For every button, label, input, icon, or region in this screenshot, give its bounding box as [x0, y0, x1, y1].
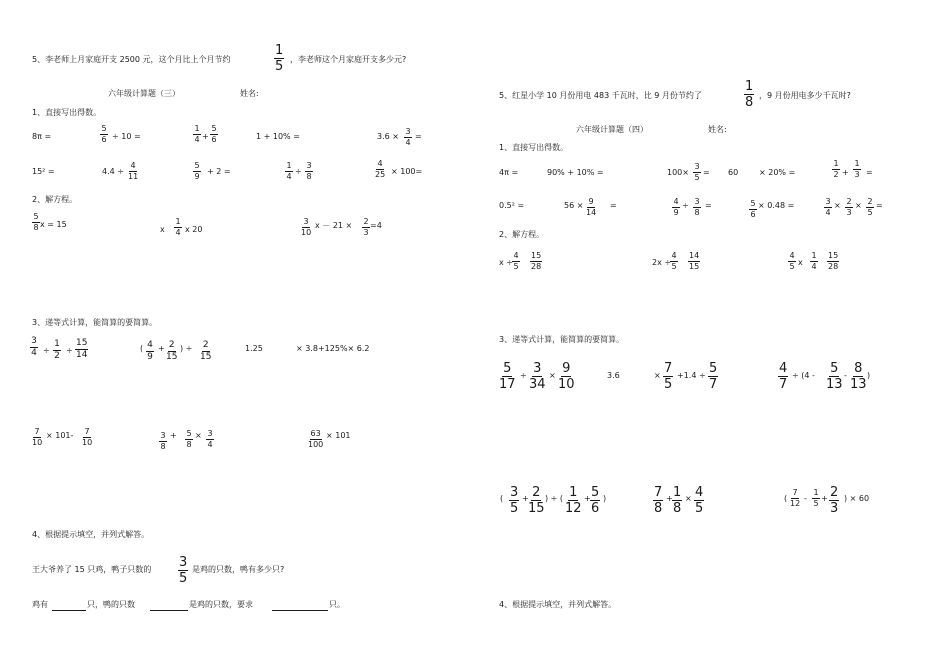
- left-r3-a-frac1: $\frac{3}{4}$: [31, 336, 37, 358]
- right-r2-a: 0.5² =: [499, 201, 525, 210]
- right-r2-e-frac1: $\frac{3}{4}$: [825, 197, 831, 217]
- plus-sign: +: [170, 431, 177, 440]
- left-r4-b-frac1: $\frac{3}{8}$: [160, 431, 166, 451]
- left-section-3: 3、递等式计算，能简算的要简算。: [32, 318, 158, 327]
- left-r2-c-post: + 2 =: [207, 167, 231, 176]
- right-r4-c-frac2: $\frac{1}{5}$: [813, 488, 819, 508]
- times-sign: ×: [685, 494, 692, 503]
- left-name-label: 姓名:: [240, 89, 259, 98]
- left-r1-e-pre: 3.6 ×: [377, 132, 399, 141]
- left-r1-e-eq: =: [415, 132, 422, 141]
- left-r1-e-frac: $\frac{3}{4}$: [405, 127, 411, 147]
- right-eq-b-frac1: $\frac{4}{5}$: [671, 251, 677, 271]
- right-r3-d-frac2: $\frac{5}{13}$: [826, 361, 843, 392]
- right-eq-b-pre: 2x ÷: [652, 258, 672, 267]
- right-r1-a: 4π =: [499, 168, 519, 177]
- right-eq-a-frac1: $\frac{4}{5}$: [513, 251, 519, 271]
- times-sign: ×: [834, 201, 841, 210]
- left-r2-a: 15² =: [32, 167, 55, 176]
- fill-blank-3[interactable]: [272, 610, 328, 611]
- right-r2-b-eq: =: [610, 201, 617, 210]
- left-r1-a: 8π =: [32, 132, 52, 141]
- left-r1-d: 1 + 10% =: [256, 132, 300, 141]
- left-r3-a-frac3: $\frac{15}{14}$: [76, 338, 88, 360]
- plus-sign: +: [158, 344, 165, 353]
- right-r2-c-frac1: $\frac{4}{9}$: [673, 197, 679, 217]
- right-r4-a-frac4: $\frac{5}{6}$: [591, 485, 600, 516]
- left-r2-d-frac1: $\frac{1}{4}$: [286, 161, 292, 181]
- left-q5-text: 5、李老师上月家庭开支 2500 元，这个月比上个月节约: [32, 55, 231, 64]
- left-r2-e-post: × 100=: [391, 167, 423, 176]
- right-r3-a-frac3: $\frac{9}{10}$: [558, 361, 575, 392]
- right-r3-c-frac2: $\frac{5}{7}$: [709, 361, 718, 392]
- right-r3-c-pre: ×: [654, 371, 661, 380]
- left-r1-b-frac: $\frac{5}{6}$: [101, 124, 107, 144]
- right-q5-text: 5、红星小学 10 月份用电 483 千瓦时，比 9 月份节约了: [499, 91, 702, 100]
- right-r4-c-rp: ) × 60: [844, 494, 870, 503]
- right-r3-c-frac1: $\frac{7}{5}$: [664, 361, 673, 392]
- right-r4-a-frac3: $\frac{1}{12}$: [565, 485, 582, 516]
- right-paren: (: [500, 494, 504, 503]
- left-r4-a-frac2: $\frac{7}{10}$: [82, 427, 93, 447]
- right-r1-e: × 20% =: [759, 168, 796, 177]
- divide-sign: ÷: [520, 371, 527, 380]
- right-eq-c-frac2: $\frac{1}{4}$: [811, 251, 817, 271]
- left-r4-c-post: × 101: [326, 431, 351, 440]
- left-r3-b-rp: ) ÷: [180, 344, 193, 353]
- left-eq-c-frac2: $\frac{2}{3}$: [363, 217, 369, 237]
- right-r2-e-frac3: $\frac{2}{5}$: [867, 197, 873, 217]
- divide-sign: ÷: [682, 201, 689, 210]
- times-sign: ×: [195, 431, 202, 440]
- right-r2-c-eq: =: [705, 201, 712, 210]
- left-paren: (: [140, 344, 144, 353]
- left-fill-p4: 只。: [329, 600, 345, 609]
- right-eq-a-pre: x ÷: [499, 258, 513, 267]
- left-eq-b-frac: $\frac{1}{4}$: [175, 217, 181, 237]
- left-eq-c-frac1: $\frac{3}{10}$: [301, 217, 312, 237]
- left-r1-c-frac2: $\frac{5}{6}$: [211, 124, 217, 144]
- left-fill-p3: 是鸡的只数，要求: [189, 600, 253, 609]
- right-section-3: 3、递等式计算，能简算的要简算。: [499, 335, 625, 344]
- right-r2-e-frac2: $\frac{2}{3}$: [846, 197, 852, 217]
- right-r4-b-frac1: $\frac{7}{8}$: [654, 485, 663, 516]
- divide-sign: ÷: [43, 346, 50, 355]
- left-r3-d: × 3.8+125%× 6.2: [296, 344, 370, 353]
- right-q5-fraction: $\frac{1}{8}$: [745, 79, 754, 110]
- right-eq-c-frac1: $\frac{4}{5}$: [789, 251, 795, 271]
- right-r3-b: 3.6: [607, 371, 620, 380]
- right-paren: ): [603, 494, 607, 503]
- right-r2-c-frac2: $\frac{3}{8}$: [694, 197, 700, 217]
- left-r2-e-frac: $\frac{4}{25}$: [375, 159, 386, 179]
- plus-sign: +: [666, 494, 673, 503]
- left-q5-text-post: ，李老师这个月家庭开支多少元?: [290, 55, 407, 64]
- right-r3-a-frac1: $\frac{5}{17}$: [499, 361, 516, 392]
- left-story-fraction: $\frac{3}{5}$: [179, 555, 188, 586]
- left-r4-a-frac1: $\frac{7}{10}$: [32, 427, 43, 447]
- left-r4-a-mid: × 101-: [46, 431, 74, 440]
- left-r3-b-frac1: $\frac{4}{9}$: [147, 340, 153, 362]
- divide-sign: ÷: [66, 346, 73, 355]
- right-r4-b-frac3: $\frac{4}{5}$: [695, 485, 704, 516]
- right-r3-d-frac1: $\frac{4}{7}$: [779, 361, 788, 392]
- fill-blank-1[interactable]: [52, 610, 86, 611]
- right-eq-c-x: x: [798, 258, 803, 267]
- left-title: 六年级计算题（三）: [108, 89, 180, 98]
- right-r2-b-pre: 56 ×: [564, 201, 584, 210]
- left-section-2: 2、解方程。: [32, 195, 78, 204]
- right-r1-c-pre: 100×: [667, 168, 689, 177]
- left-r2-d-frac2: $\frac{3}{8}$: [306, 161, 312, 181]
- left-q5-fraction: $\frac{1}{5}$: [275, 43, 284, 74]
- right-r2-d-frac: $\frac{5}{6}$: [750, 199, 756, 219]
- right-section-1: 1、直接写出得数。: [499, 143, 569, 152]
- right-r1-f-frac1: $\frac{1}{2}$: [833, 159, 839, 179]
- right-r3-d-frac3: $\frac{8}{13}$: [850, 361, 867, 392]
- right-r1-f-eq: =: [866, 168, 873, 177]
- divide-sign: ÷: [295, 167, 302, 176]
- right-r4-b-frac2: $\frac{1}{8}$: [673, 485, 682, 516]
- right-r1-b: 90% + 10% =: [547, 168, 604, 177]
- left-eq-a-post: x = 15: [40, 220, 67, 229]
- minus-sign: -: [804, 494, 807, 503]
- left-fill-p1: 鸡有: [32, 600, 48, 609]
- left-r4-b-frac3: $\frac{3}{4}$: [207, 429, 213, 449]
- left-fill-p2: 只，鸭的只数: [87, 600, 135, 609]
- plus-sign: +: [202, 132, 209, 141]
- left-r1-b-post: ÷ 10 =: [112, 132, 141, 141]
- left-r3-a-frac2: $\frac{1}{2}$: [54, 339, 60, 361]
- right-r4-a-mid: ) ÷ (: [545, 494, 564, 503]
- right-r1-f-frac2: $\frac{1}{3}$: [854, 159, 860, 179]
- left-eq-b-pre: x: [160, 225, 165, 234]
- left-story-text: 王大爷养了 15 只鸡，鸭子只数的: [32, 565, 152, 574]
- left-r4-b-frac2: $\frac{5}{8}$: [186, 429, 192, 449]
- left-eq-c-mid: x － 21 ×: [315, 221, 353, 230]
- right-section-2: 2、解方程。: [499, 230, 545, 239]
- plus-sign: +: [842, 168, 849, 177]
- left-section-1: 1、直接写出得数。: [32, 108, 102, 117]
- right-r1-d: 60: [728, 168, 739, 177]
- right-r3-d-rp: ): [867, 371, 871, 380]
- fill-blank-2[interactable]: [150, 610, 188, 611]
- left-story-text-post: 是鸡的只数，鸭有多少只?: [192, 565, 285, 574]
- right-name-label: 姓名:: [708, 125, 727, 134]
- right-section-4: 4、根据提示填空，并列式解答。: [499, 600, 617, 609]
- right-eq-c-frac3: $\frac{15}{28}$: [828, 251, 839, 271]
- right-q5-text-post: ，9 月份用电多少千瓦时?: [759, 91, 851, 100]
- left-eq-b-post: x 20: [185, 225, 203, 234]
- right-r2-d-post: × 0.48 =: [758, 201, 795, 210]
- left-r3-b-frac2: $\frac{2}{15}$: [166, 340, 178, 362]
- right-r2-b-frac: $\frac{9}{14}$: [586, 197, 597, 217]
- left-section-4: 4、根据提示填空，并列式解答。: [32, 530, 150, 539]
- left-r3-c: 1.25: [245, 344, 263, 353]
- right-r3-d-mid: ÷ (4 -: [792, 371, 815, 380]
- minus-sign: -: [844, 371, 847, 380]
- right-r3-c-mid: +1.4 ÷: [677, 371, 706, 380]
- left-eq-c-post: =4: [370, 221, 382, 230]
- right-r4-a-frac1: $\frac{3}{5}$: [510, 485, 519, 516]
- right-r4-c-frac3: $\frac{2}{3}$: [830, 485, 839, 516]
- left-eq-a-frac: $\frac{5}{8}$: [33, 212, 39, 232]
- plus-sign: +: [522, 494, 529, 503]
- left-r1-c-frac1: $\frac{1}{4}$: [194, 124, 200, 144]
- right-r2-e-eq: =: [876, 201, 883, 210]
- right-r1-c-eq: =: [703, 168, 710, 177]
- times-sign: ×: [549, 371, 556, 380]
- plus-sign: +: [584, 494, 591, 503]
- right-eq-a-frac2: $\frac{15}{28}$: [531, 251, 542, 271]
- left-r2-b-frac: $\frac{4}{11}$: [128, 161, 139, 181]
- left-r3-b-frac3: $\frac{2}{15}$: [200, 340, 212, 362]
- times-sign: ×: [855, 201, 862, 210]
- right-paren: (: [784, 494, 788, 503]
- right-title: 六年级计算题（四）: [576, 125, 648, 134]
- plus-sign: +: [821, 494, 828, 503]
- right-r3-a-frac2: $\frac{3}{34}$: [529, 361, 546, 392]
- right-r4-a-frac2: $\frac{2}{15}$: [528, 485, 545, 516]
- right-r4-c-frac1: $\frac{7}{12}$: [790, 488, 801, 508]
- left-r2-b-pre: 4.4 ÷: [102, 167, 124, 176]
- right-eq-b-frac2: $\frac{14}{15}$: [689, 251, 700, 271]
- left-r2-c-frac: $\frac{5}{9}$: [194, 161, 200, 181]
- right-r1-c-frac: $\frac{3}{5}$: [694, 162, 700, 182]
- left-r4-c-frac: $\frac{63}{100}$: [308, 429, 324, 449]
